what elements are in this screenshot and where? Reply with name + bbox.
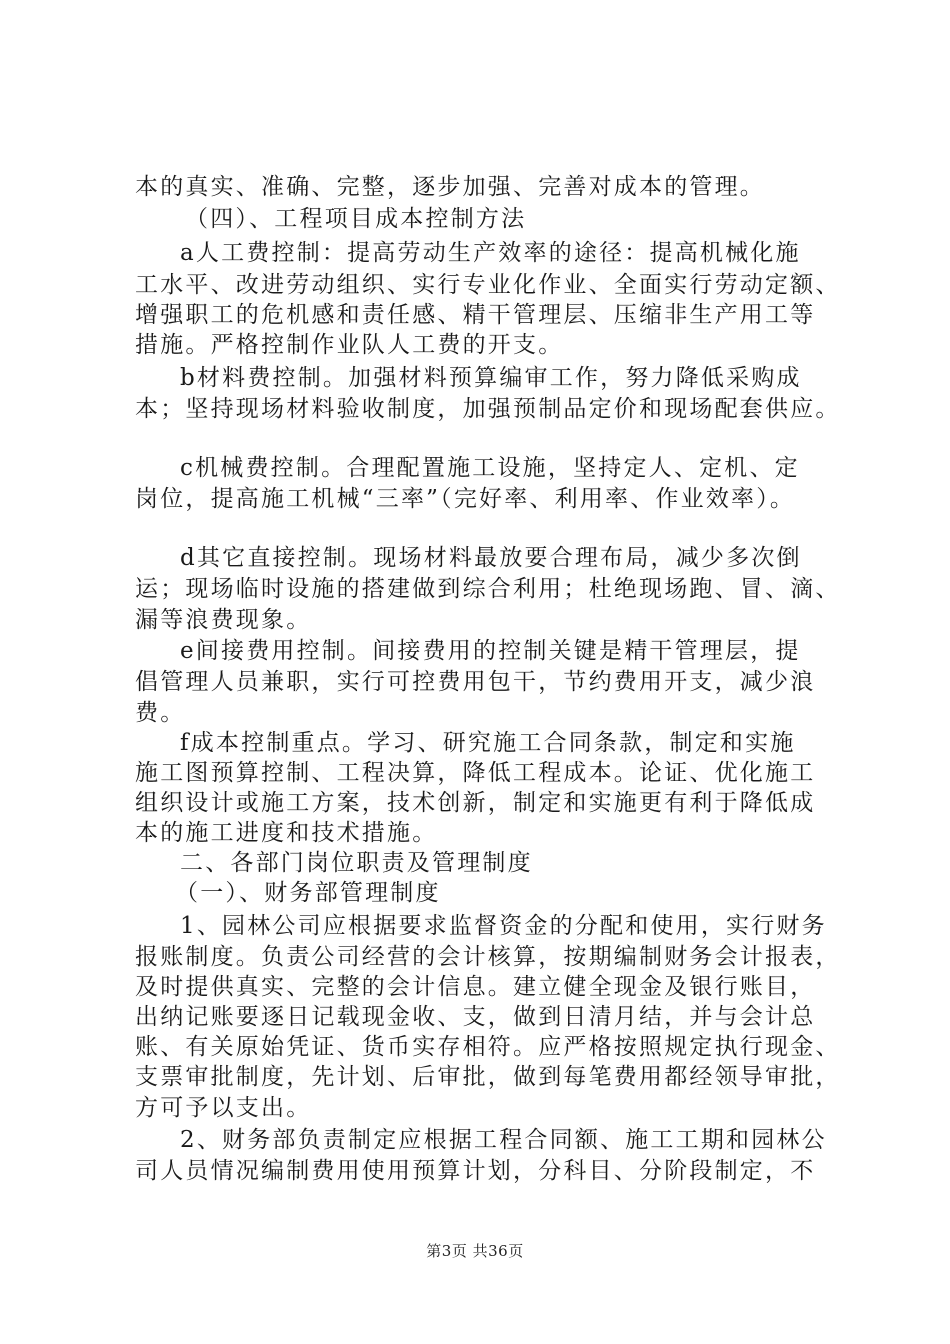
text-line: 1、园林公司应根据要求监督资金的分配和使用，实行财务 [180, 913, 827, 939]
text-line: 工水平、改进劳动组织、实行专业化作业、全面实行劳动定额、 [135, 272, 841, 298]
text-line: 施工图预算控制、工程决算，降低工程成本。论证、优化施工 [135, 760, 816, 786]
text-line: c机械费控制。合理配置施工设施，坚持定人、定机、定 [180, 455, 800, 481]
text-line: 司人员情况编制费用使用预算计划，分科目、分阶段制定，不 [135, 1158, 816, 1184]
text-line: 本的施工进度和技术措施。 [135, 820, 438, 846]
section-heading: （一）、财务部管理制度 [175, 880, 441, 906]
text-line: b材料费控制。加强材料预算编审工作，努力降低采购成 [180, 365, 802, 391]
text-line: 账、有关原始凭证、货币实存相符。应严格按照规定执行现金、 [135, 1034, 841, 1060]
text-line: 方可予以支出。 [135, 1095, 312, 1121]
text-line: 增强职工的危机感和责任感、精干管理层、压缩非生产用工等 [135, 302, 816, 328]
text-line: 及时提供真实、完整的会计信息。建立健全现金及银行账目， [135, 974, 816, 1000]
text-line: 报账制度。负责公司经营的会计核算，按期编制财务会计报表， [135, 944, 841, 970]
text-line: d其它直接控制。现场材料最放要合理布局，减少多次倒 [180, 545, 802, 571]
page-number: 第3页 共36页 [426, 1242, 524, 1260]
section-heading: （四）、工程项目成本控制方法 [185, 206, 527, 232]
text-line: 漏等浪费现象。 [135, 607, 312, 633]
text-line: 支票审批制度，先计划、后审批，做到每笔费用都经领导审批， [135, 1064, 841, 1090]
text-line: 倡管理人员兼职，实行可控费用包干，节约费用开支，减少浪 [135, 669, 816, 695]
text-line: 本；坚持现场材料验收制度，加强预制品定价和现场配套供应。 [135, 396, 841, 422]
text-line: e间接费用控制。间接费用的控制关键是精干管理层，提 [180, 638, 801, 664]
text-line: 措施。严格控制作业队人工费的开支。 [135, 332, 564, 358]
text-line: 岗位，提高施工机械“三率”（完好率、利用率、作业效率）。 [135, 486, 796, 512]
text-line: 费。 [135, 700, 186, 726]
section-heading: 二、各部门岗位职责及管理制度 [180, 850, 533, 876]
text-line: a人工费控制：提高劳动生产效率的途径：提高机械化施 [180, 240, 801, 266]
text-line: 组织设计或施工方案，技术创新，制定和实施更有利于降低成 [135, 790, 816, 816]
text-line: f成本控制重点。学习、研究施工合同条款，制定和实施 [180, 730, 796, 756]
text-line: 出纳记账要逐日记载现金收、支，做到日清月结，并与会计总 [135, 1004, 816, 1030]
text-line: 本的真实、准确、完整，逐步加强、完善对成本的管理。 [135, 174, 765, 200]
text-line: 2、财务部负责制定应根据工程合同额、施工工期和园林公 [180, 1127, 827, 1153]
text-line: 运；现场临时设施的搭建做到综合利用；杜绝现场跑、冒、滴、 [135, 576, 841, 602]
